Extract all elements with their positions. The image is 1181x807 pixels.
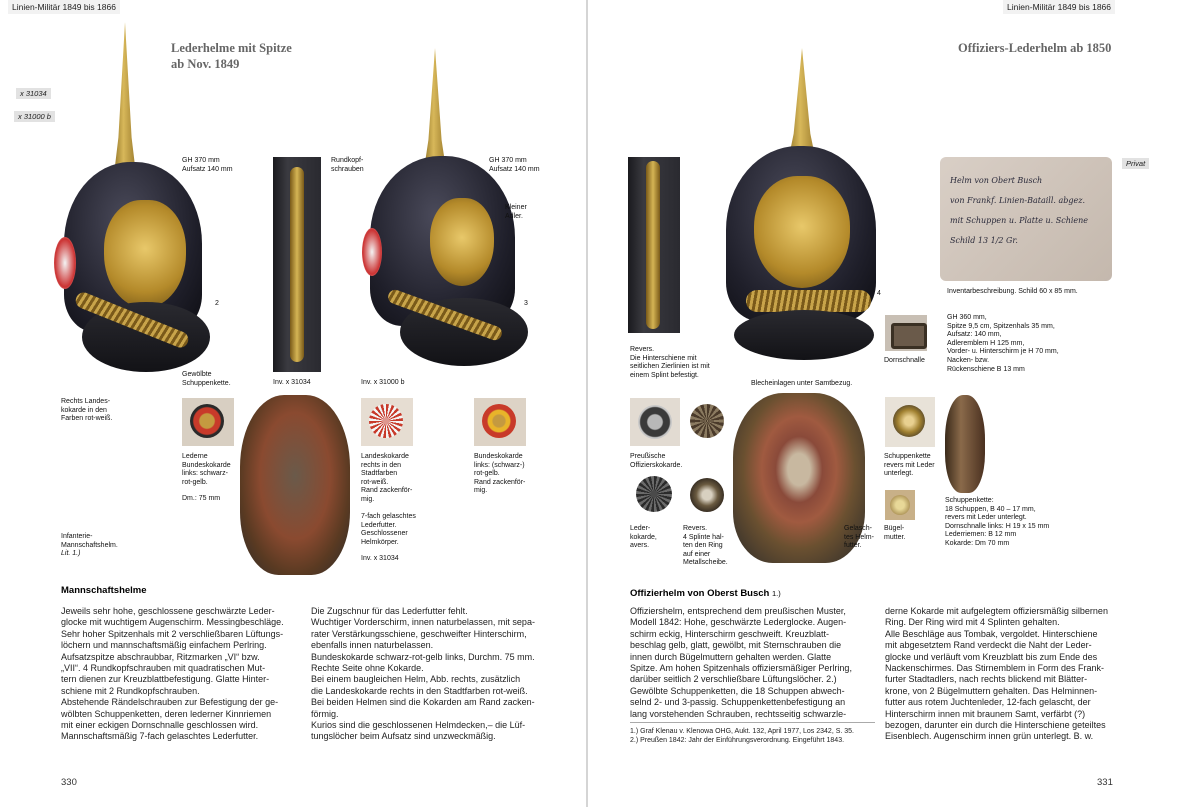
caption-line: rot-gelb. xyxy=(474,470,500,478)
text-line: Die Zugschnur für das Lederfutter fehlt. xyxy=(311,606,468,616)
caption-gelaschtes xyxy=(844,525,874,551)
caption-line xyxy=(182,487,231,495)
text-line: bezogen, darunter ein durch die Hinterschiene geteiltes xyxy=(885,720,1106,731)
footnotes xyxy=(630,727,880,745)
caption-infanterie xyxy=(61,533,118,559)
caption-line: links: (schwarz-) xyxy=(474,461,525,469)
text-line: Bundeskokarde schwarz-rot-gelb links, Durchm. 75 mm. xyxy=(311,651,535,662)
caption-line: Lederriemen: B 12 mm xyxy=(945,531,1017,539)
section-title-line: ab Nov. 1849 xyxy=(171,57,240,71)
caption-line: Rand zackenför- xyxy=(361,487,413,495)
caption-line: links: schwarz- xyxy=(182,470,228,478)
caption-line: revers mit Leder xyxy=(884,461,935,469)
text-line: innen durch Bügelmuttern gehalten werden. Glatte xyxy=(630,651,832,662)
caption-line: kokarde in den xyxy=(61,406,107,414)
footnote: 1.) Graf Klenau v. Klenowa OHG, Aukt. 132, April 1977, Los 2342, S. 35. xyxy=(630,728,854,735)
caption-line: Spitze 9,5 cm, Spitzenhals 35 mm, xyxy=(947,322,1055,330)
caption-line: Dm.: 75 mm xyxy=(182,495,221,503)
text-line: Alle Beschläge aus Tombak, vergoldet. Hinterschiene xyxy=(885,628,1098,639)
officer-helmet-photo xyxy=(716,48,886,363)
text-line: furter Stadtadlers, nach rechts blickend mit Blätter- xyxy=(885,674,1088,685)
caption-line: Lederfutter. xyxy=(361,521,397,529)
caption-measures xyxy=(947,314,1059,374)
caption-line: Schuppenkette xyxy=(884,453,931,460)
scale-chain-reverse-photo xyxy=(885,397,935,447)
text-line: mit abgesetztem Rand verdeckt die Naht der Leder- xyxy=(885,640,1092,651)
heading-ref: 1.) xyxy=(772,589,781,598)
caption-line: Mannschaftshelm. xyxy=(61,541,118,549)
caption-lederfutter xyxy=(361,513,416,564)
body-column-2 xyxy=(311,606,561,743)
caption-line: Nacken- bzw. xyxy=(947,356,990,364)
text-line: tungslöcher beim Aufsatz sind unzweckmäßig. xyxy=(311,731,496,742)
caption-line: Helmkörper. xyxy=(361,538,399,546)
figure-number: 2 xyxy=(215,300,219,307)
text-line: glocke mit wuchtigem Augenschirm. Messingbeschläge. xyxy=(61,617,284,628)
caption-line: Aufsatz: 140 mm, xyxy=(947,331,1002,339)
caption-measure-3 xyxy=(489,157,540,174)
text-line: darüber seitlich 2 verschließbare Lüftungslöcher. 2.) xyxy=(630,674,837,685)
caption-preussische xyxy=(630,453,682,470)
cockade-photo-federal xyxy=(474,398,526,446)
caption-line: Landeskokarde xyxy=(361,453,409,460)
caption-line: Revers. xyxy=(683,525,708,532)
caption-schuppenkette xyxy=(945,497,1049,549)
text-line: futter aus rotem Juchtenleder, 12-fach gelascht, der xyxy=(885,697,1091,708)
caption-inv-b: Inv. x 31000 b xyxy=(361,379,405,386)
inventory-tag: x 31000 b xyxy=(14,111,55,122)
caption-measure-2 xyxy=(182,157,233,174)
caption-line: Schuppenkette. xyxy=(182,379,231,387)
caption-line: Adler. xyxy=(505,212,523,220)
caption-line: ten den Ring xyxy=(683,542,723,550)
caption-line: 18 Schuppen, B 40 – 17 mm, xyxy=(945,505,1036,513)
caption-inventar: Inventarbeschreibung. Schild 60 x 85 mm. xyxy=(947,288,1078,295)
caption-line: futter. xyxy=(844,542,862,550)
section-heading: Mannschaftshelme xyxy=(61,585,147,596)
caption-line: Bundeskokarde xyxy=(474,453,523,460)
caption-line: schrauben xyxy=(331,165,364,173)
caption-line: 4 Splinte hal- xyxy=(683,533,724,541)
caption-line: Dornschnalle links: H 19 x 15 mm xyxy=(945,522,1050,530)
caption-line: Lit. 1.) xyxy=(61,550,81,558)
caption-revers-splinte xyxy=(683,525,728,568)
caption-line: mutter. xyxy=(884,533,906,541)
helmet-photo-3 xyxy=(350,48,530,378)
text-line: krone, von 2 Bügelmuttern gehalten. Das Helminnen- xyxy=(885,685,1098,696)
figure-number: 3 xyxy=(524,300,528,307)
cockade-photo-city xyxy=(361,398,413,446)
caption-bundeskokarde xyxy=(474,453,525,496)
caption-dornschnalle: Dornschnalle xyxy=(884,357,925,364)
caption-lederne xyxy=(182,453,231,504)
text-line: selnd 2- und 3-passig. Schuppenkettenbefestigung an xyxy=(630,697,846,708)
text-line: Bei beiden Helmen sind die Kokarden am Rand zacken- xyxy=(311,697,535,708)
caption-line: Schuppenkette: xyxy=(945,497,994,504)
label-line: Helm von Obert Busch xyxy=(950,176,1043,185)
caption-gewoelbte xyxy=(182,371,231,388)
text-line: Kurios sind die geschlossenen Helmdecken,– die Lüf- xyxy=(311,720,526,731)
label-line: von Frankf. Linien-Bataill. abgez. xyxy=(950,196,1086,205)
caption-line: rot-weiß. xyxy=(361,478,389,486)
text-line: Gewölbte Schuppenketten, die 18 Schuppen abwech- xyxy=(630,685,845,696)
caption-line: 7-fach gelaschtes xyxy=(361,513,416,520)
heading-text: Offizierhelm von Oberst Busch xyxy=(630,588,770,599)
text-line: förmig. xyxy=(311,708,339,719)
caption-line: rechts in den xyxy=(361,461,402,469)
section-title-line: Lederhelme mit Spitze xyxy=(171,41,292,55)
caption-line: Geschlossener xyxy=(361,530,408,538)
caption-line: Vorder- u. Hinterschirm je H 70 mm, xyxy=(947,348,1059,356)
running-head-right: Linien-Militär 1849 bis 1866 xyxy=(1003,0,1115,14)
caption-line: auf einer xyxy=(683,550,711,558)
section-heading xyxy=(630,588,781,599)
text-line: Hinterschirm innen mit braunem Samt, verfärbt (?) xyxy=(885,708,1086,719)
page-number: 331 xyxy=(1097,777,1113,788)
text-line: Mannschaftsmäßig 7-fach gelaschtes Lederfutter. xyxy=(61,731,259,742)
running-head-left: Linien-Militär 1849 bis 1866 xyxy=(8,0,120,14)
text-line: Aufsatzspitze abschraubbar, Ritzmarken „VI“ bzw. xyxy=(61,651,260,662)
caption-line: Inv. x 31034 xyxy=(361,555,399,563)
caption-line: Infanterie- xyxy=(61,533,93,540)
caption-line: kokarde, xyxy=(630,533,657,541)
helmet-photo-2 xyxy=(52,22,212,372)
text-line: schirm eckig, Hinterschirm geschweift. Kreuzblatt- xyxy=(630,628,830,639)
caption-line: Kokarde: Dm 70 mm xyxy=(945,539,1010,547)
text-line: Eisenblech. Augenschirm innen grün unterlegt. B. w. xyxy=(885,731,1094,742)
gear-nut-photo xyxy=(686,398,728,446)
text-line: schiene mit 2 Rundkopfschrauben. xyxy=(61,685,200,696)
text-line: Nackenschirmes. Das Stirnemblem in Form des Frank- xyxy=(885,663,1105,674)
rear-rail-photo xyxy=(628,157,680,333)
footnote: 2.) Preußen 1842: Jahr der Einführungsverordnung. Eingeführt 1843. xyxy=(630,737,845,744)
inventory-tag: x 31034 xyxy=(16,88,51,99)
caption-line: Revers. xyxy=(630,346,655,353)
buckle-photo xyxy=(885,315,927,351)
caption-line: Die Hinterschiene mit xyxy=(630,354,697,362)
caption-line: GH 370 mm xyxy=(489,157,527,164)
caption-line: Rechts Landes- xyxy=(61,398,111,405)
section-title: Offiziers-Lederhelm ab 1850 xyxy=(958,41,1112,55)
text-line: „VII“. 4 Rundkopfschrauben mit quadratischen Mut- xyxy=(61,663,266,674)
caption-line: Leder- xyxy=(630,525,651,532)
caption-line: Kleiner xyxy=(505,204,527,211)
text-line: lang vorstehenden Schrauben, rechtsseitig schwarzle- xyxy=(630,708,847,719)
caption-line: avers. xyxy=(630,542,650,550)
officer-cockade-photo xyxy=(630,398,680,446)
caption-line: Gewölbte xyxy=(182,371,212,378)
text-line: Offiziershelm, entsprechend dem preußischen Muster, xyxy=(630,606,846,616)
caption-line: Rundkopf- xyxy=(331,157,364,164)
text-line: löchern und mannschaftsmäßig einfachem Perlring. xyxy=(61,640,267,651)
caption-schuppenkette-revers xyxy=(884,453,935,479)
caption-lederkokarde xyxy=(630,525,657,551)
text-line: Wuchtiger Vorderschirm, innen naturbelassen, mit sepa- xyxy=(311,617,535,628)
nut-photo xyxy=(885,490,915,520)
text-line: tern dienen zur Kreuzblattbefestigung. Glatte Hinter- xyxy=(61,674,270,685)
text-line: wölbten Schuppenketten, deren lederner Kinnriemen xyxy=(61,708,272,719)
text-line: Modell 1842: Hohe, geschwärzte Lederglocke. Augen- xyxy=(630,617,847,628)
caption-line: Rückenschiene B 13 mm xyxy=(947,365,1025,373)
body-column-1 xyxy=(61,606,301,743)
text-line: die Landeskokarde rechts in den Stadtfarben rot-weiß. xyxy=(311,685,528,696)
caption-line: mig. xyxy=(361,495,375,503)
text-line: beschlag gelb, glatt, gewölbt, mit Sternschrauben die xyxy=(630,640,842,651)
label-line: Schild 13 1/2 Gr. xyxy=(950,236,1018,245)
caption-inv-a: Inv. x 31034 xyxy=(273,379,311,386)
caption-line: tes Helm- xyxy=(844,533,874,541)
caption-line: Offizierskokarde. xyxy=(630,461,683,469)
caption-kleiner-adler xyxy=(505,204,527,221)
body-column-1 xyxy=(630,606,875,720)
left-page xyxy=(0,0,586,807)
text-line: Bei einem baugleichen Helm, Abb. rechts, zusätzlich xyxy=(311,674,521,685)
cockade-photo-leather xyxy=(182,398,234,446)
caption-revers xyxy=(630,346,710,380)
caption-line: Bügel- xyxy=(884,525,905,532)
caption-line: GH 360 mm, xyxy=(947,314,987,321)
text-line: Ring. Der Ring wird mit 4 Splinten gehalten. xyxy=(885,617,1060,628)
text-line: rater Verstärkungsschiene, geschweifter Hinterschirm, xyxy=(311,628,527,639)
label-line: mit Schuppen u. Platte u. Schiene xyxy=(950,216,1089,225)
rear-rail-photo xyxy=(273,157,321,372)
caption-line: GH 370 mm xyxy=(182,157,220,164)
caption-line: Farben rot-weiß. xyxy=(61,415,113,423)
text-line: Spitze. Am hohen Spitzenhals offiziersmäßiger Perlring, xyxy=(630,663,852,674)
caption-line: rot-gelb. xyxy=(182,478,208,486)
caption-landeskokarde-rechts xyxy=(361,453,412,505)
caption-line: seitlichen Zierlinien ist mit xyxy=(630,363,710,371)
text-line: ebenfalls innen naturbelassen. xyxy=(311,640,434,651)
text-line: mit einer eckigen Dornschnalle geschlossen wird. xyxy=(61,720,259,731)
caption-line: Preußische xyxy=(630,453,666,460)
text-line: glocke und verläuft vom Kreuzblatt bis zum Ende des xyxy=(885,651,1098,662)
caption-line: Aufsatz 140 mm xyxy=(489,165,540,173)
figure-number: 4 xyxy=(877,290,881,297)
text-line: Rechte Seite ohne Kokarde. xyxy=(311,663,424,674)
privat-tag: Privat xyxy=(1122,158,1149,169)
caption-line: unterlegt. xyxy=(884,470,914,478)
caption-buegel xyxy=(884,525,905,542)
caption-line: Bundeskokarde xyxy=(182,461,231,469)
scale-chain-photo xyxy=(945,395,985,493)
caption-line: Gelasch- xyxy=(844,525,873,532)
text-line: derne Kokarde mit aufgelegtem offiziersmäßig silbernen xyxy=(885,606,1108,616)
text-line: Jeweils sehr hohe, geschlossene geschwärzte Leder- xyxy=(61,606,275,616)
caption-line: Lederne xyxy=(182,453,208,460)
right-page xyxy=(588,0,1181,807)
caption-line: Adleremblem H 125 mm, xyxy=(947,339,1025,347)
inventory-label-photo xyxy=(940,157,1112,281)
caption-line: einem Splint befestigt. xyxy=(630,371,699,379)
caption-line: Metallscheibe. xyxy=(683,559,728,567)
caption-line: revers mit Leder unterlegt. xyxy=(945,514,1027,522)
text-line: Abstehende Rändelschrauben zur Befestigung der ge- xyxy=(61,697,279,708)
caption-line: Rand zackenför- xyxy=(474,478,526,486)
body-column-2 xyxy=(885,606,1135,743)
caption-blecheinlagen: Blecheinlagen unter Samtbezug. xyxy=(751,380,853,387)
leather-cockade-photo xyxy=(630,470,680,518)
caption-line: Aufsatz 140 mm xyxy=(182,165,233,173)
page-number: 330 xyxy=(61,777,77,788)
caption-line xyxy=(361,547,416,555)
caption-line: mig. xyxy=(474,487,488,495)
interior-lining-photo xyxy=(240,395,350,575)
caption-landeskokarde xyxy=(61,398,112,424)
text-line: Sehr hoher Spitzenhals mit 2 verschließbaren Lüftungs- xyxy=(61,628,284,639)
caption-line: Stadtfarben xyxy=(361,470,398,478)
ring-reverse-photo xyxy=(686,470,728,518)
